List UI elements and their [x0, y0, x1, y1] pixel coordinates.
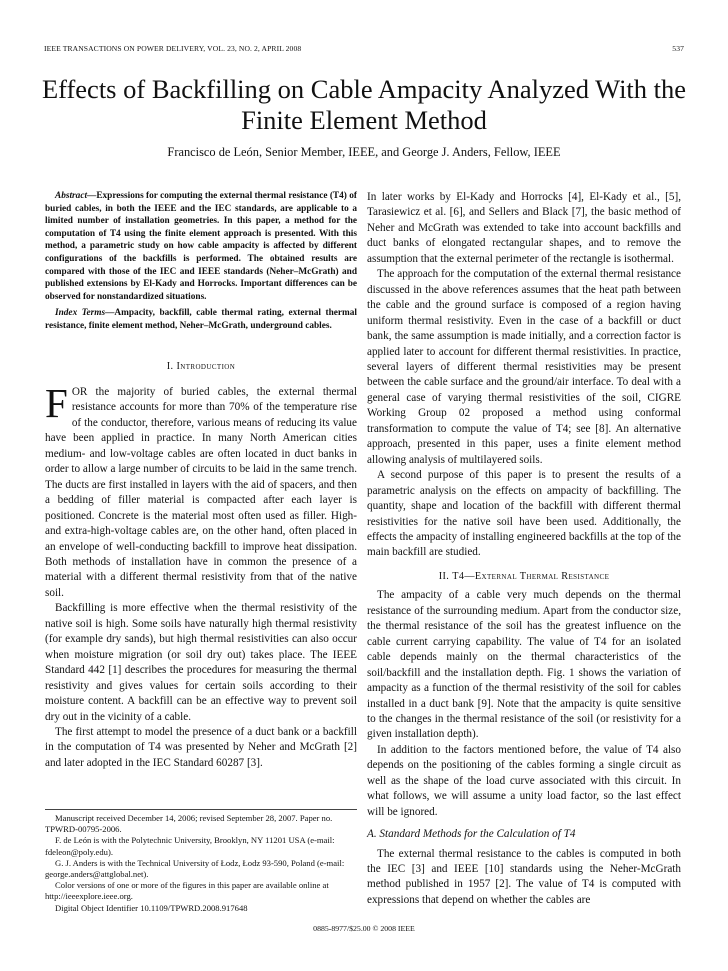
index-terms-text: —Ampacity, backfill, cable thermal rating, external thermal resistance, finite element method, Neher–McGrath, underground cables. [45, 308, 357, 331]
abstract-lead: Abstract [55, 191, 88, 201]
section-2-number: II. [438, 570, 450, 582]
page-number: 537 [672, 44, 684, 53]
index-terms-lead: Index Terms [55, 308, 106, 319]
section-number: I. [166, 360, 174, 372]
index-terms [45, 307, 357, 332]
right-paragraph-5: In addition to the factors mentioned before, the value of T4 also depends on the positioning of the cables forming a single circuit as well as the shape of the load curve associated with this circuit. In what follows, we will assume a unity load factor, so the last effect will be ignored. [367, 743, 681, 818]
intro-paragraph-2: Backfilling is more effective when the thermal resistivity of the native soil is high. Some soils have naturally high thermal resistivity (for example dry sands), but high thermal resistivities can also occur when moisture migration (or soil dry out) takes place. The IEEE Standard 442 [1] describes the procedures for measuring the thermal resistivity and gives values for certain soils according to their moisture content. A backfill can be an effective way to prevent soil dry out in the vicinity of a cable. [45, 602, 357, 723]
right-paragraph-3: A second purpose of this paper is to present the results of a parametric analysis on the effects on ampacity of backfilling. The quantity, shape and location of the backfill with different thermal resistivities for the native soil have been used. Additionally, the effects the ampacity of installing engineered backfills at the top of the main backfill are studied. [367, 469, 681, 559]
running-head [44, 44, 684, 53]
right-column [367, 190, 681, 908]
footnote-rule [45, 809, 357, 810]
abstract [45, 190, 357, 303]
intro-paragraph-1 [45, 379, 358, 601]
footnote-author-1: F. de León is with the Polytechnic University, Brooklyn, NY 11201 USA (e-mail: fdeleon@poly.edu). [45, 835, 335, 857]
author-line: Francisco de León, Senior Member, IEEE, and George J. Anders, Fellow, IEEE [167, 145, 561, 159]
section-heading-external-thermal-resistance [367, 569, 681, 584]
left-column [45, 190, 357, 771]
footnote-doi: Digital Object Identifier 10.1109/TPWRD.2008.917648 [55, 902, 248, 913]
intro-paragraph-3: The first attempt to model the presence of a duct bank or a backfill in the computation of T4 was presented by Neher and McGrath [2] and later adopted in the IEC Standard 60287 [3]. [45, 725, 357, 769]
section-title: Introduction [176, 360, 236, 372]
abstract-text: —Expressions for computing the external thermal resistance (T4) of buried cables, in both the IEEE and the IEC standards, are applicable to a limited number of installation geometries. In this paper, a method for the computation of T4 using the finite element approach is presented. With this method, a parametric study on how cable ampacity is affected by different configurations of the backfills is performed. The obtained results are compared with those of the IEC and IEEE standards (Neher–McGrath) and published extensions by El-Kady and Horrocks. Important differences can be observed for nonstandardized situations. [45, 191, 357, 302]
right-paragraph-4: The ampacity of a cable very much depends on the thermal resistance of the surrounding medium. Apart from the conductor size, the thermal resistance of the soil has the greatest influence on the cable current carrying capability. The value of T4 for an isolated cable depends mainly on the thermal characteristics of the soil/backfill and the installation depth. Fig. 1 shows the variation of ampacity as a function of the thermal resistivity of the soil for cables installed in a duct bank [9]. Note that the ampacity is quite sensitive to the changes in the thermal resistance of the soil (or resistivity for a given installation depth). [367, 589, 681, 741]
footnotes [45, 809, 357, 914]
footnote-color: Color versions of one or more of the figures in this paper are available online at http://ieeexplore.ieee.org. [45, 880, 329, 902]
footnote-author-2: G. J. Anders is with the Technical University of Łodz, Łodz 93-590, Poland (e-mail: george.anders@attglobal.net). [45, 857, 345, 880]
intro-paragraph-1-text: OR the majority of buried cables, the external thermal resistance accounts for more than 70% of the temperature rise of the conductor, therefore, various means of reducing its value have been applied in practice. In many North American cities medium- and low-voltage cables are often located in duct banks in order to allow a large number of circuits to be laid in the same trench. The ducts are first installed in layers with the aid of spacers, and then a bedding of filler material is compacted after each layer is positioned. Concrete is the material most often used as filler. High- and extra-high-voltage cables are, on the other hand, often placed in an envelope of well-conducting backfill to improve heat dissipation. Both methods of installation have in common the presence of a material with a different thermal resistivity from that of the native soil. [45, 385, 358, 599]
footnote-manuscript: Manuscript received December 14, 2006; revised September 28, 2007. Paper no. TPWRD-00795-2006. [45, 813, 333, 835]
drop-cap: F [45, 379, 68, 426]
subsection-heading-a: A. Standard Methods for the Calculation of T4 [367, 828, 576, 841]
copyright-line: 0885-8977/$25.00 © 2008 IEEE [313, 924, 415, 933]
journal-name: IEEE TRANSACTIONS ON POWER DELIVERY, VOL. 23, NO. 2, APRIL 2008 [44, 44, 302, 53]
section-heading-introduction [45, 359, 357, 374]
right-paragraph-1: In later works by El-Kady and Horrocks [4], El-Kady et al., [5], Tarasiewicz et al. [6], and Sellers and Black [7], the basic method of Neher and McGrath was extended to take into account backfills and duct banks of elongated rectangular shapes, and to remove the assumption that the external perimeter of the rectangle is isothermal. [367, 191, 681, 265]
right-paragraph-6: The external thermal resistance to the cables is computed in both the IEC [3] and IEEE [10] standards using the Neher-McGrath method published in 1957 [2]. The value of T4 is computed with expressions that depend on whether the cables are [367, 847, 681, 906]
paper-title: Effects of Backfilling on Cable Ampacity Analyzed With the Finite Element Method [41, 74, 687, 135]
right-paragraph-2: The approach for the computation of the external thermal resistance discussed in the above references assumes that the heat path between the cable and the ground surface is composed of a region having uniform thermal resistivity. Even in the case of a backfill or duct bank, the same assumption is made initially, and a correction factor is applied later to account for different thermal resistivities. In practice, several layers of different thermal resistivities may be present between the cable surface and the ground/air interface. To deal with a general case of varying thermal resistivities of the soil, CIGRE Working Group 02 proposed a method using conformal transformation to compute the value of T4; see [8]. An alternative approach, presented in this paper, uses a finite element method allowing analysis of multilayered soils. [367, 268, 681, 466]
section-2-title: T4—External Thermal Resistance [452, 570, 610, 582]
